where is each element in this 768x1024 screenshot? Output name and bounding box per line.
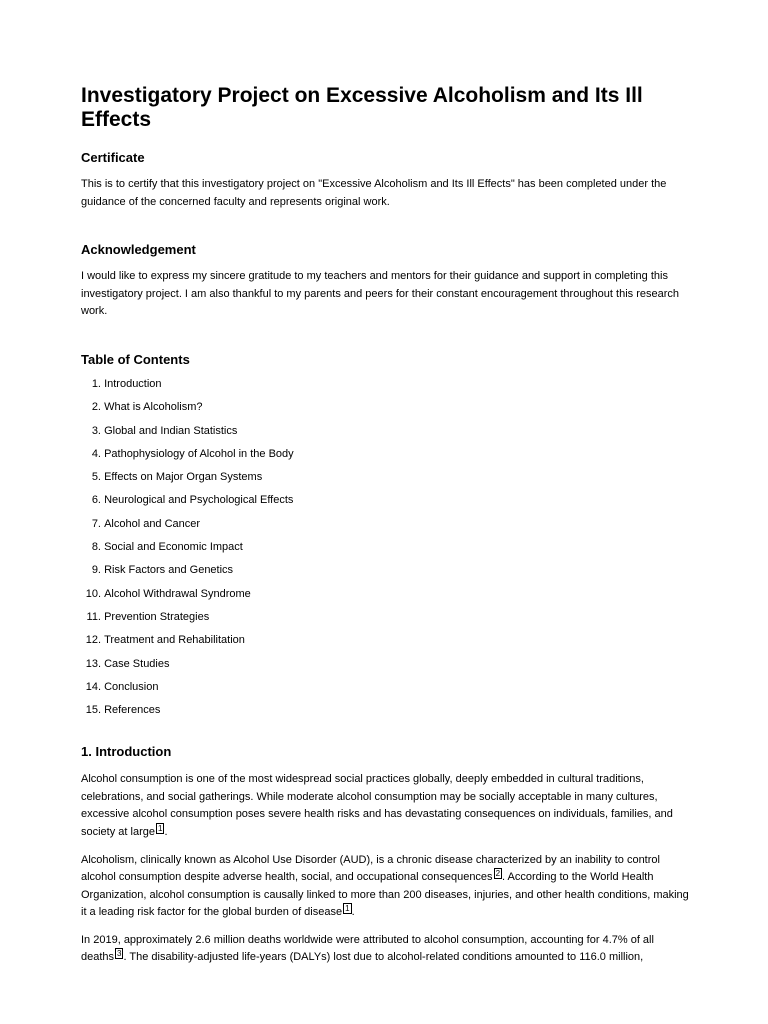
certificate-section bbox=[81, 150, 691, 211]
toc-item-number: 9. bbox=[91, 564, 101, 577]
introduction-heading: 1. Introduction bbox=[81, 744, 172, 760]
table-of-contents bbox=[81, 352, 691, 717]
toc-item[interactable] bbox=[81, 657, 691, 671]
toc-item[interactable] bbox=[81, 470, 691, 484]
introduction-paragraph bbox=[81, 932, 691, 967]
citation-link[interactable]: 3 bbox=[117, 949, 122, 959]
toc-item-label: Prevention Strategies bbox=[104, 610, 210, 623]
paragraph-text: Alcoholism, clinically known as Alcohol Use Disorder (AUD), is a chronic disease characterized by an inability to control alcohol consumption despite adverse health, social, and occupational consequences bbox=[81, 853, 660, 884]
toc-item-number: 4. bbox=[91, 447, 101, 460]
paragraph-text: Alcohol consumption is one of the most widespread social practices globally, deeply embedded in cultural traditions, celebrations, and social gatherings. While moderate alcohol consumption may be socially acceptable in many cultures, excessive alcohol consumption poses severe health risks and has devastating consequences on individuals, families, and society at large bbox=[81, 773, 673, 838]
toc-item-label: Pathophysiology of Alcohol in the Body bbox=[104, 447, 294, 460]
acknowledgement-text: I would like to express my sincere gratitude to my teachers and mentors for their guidance and support in completing this investigatory project. I am also thankful to my parents and peers for their constant encouragement throughout this research work. bbox=[81, 270, 679, 318]
certificate-text: This is to certify that this investigatory project on "Excessive Alcoholism and Its Ill Effects" has been completed under the guidance of the concerned faculty and represents original work. bbox=[81, 178, 667, 208]
toc-item-number: 10. bbox=[85, 587, 101, 600]
toc-item[interactable] bbox=[81, 424, 691, 438]
toc-item-label: Introduction bbox=[104, 377, 162, 390]
toc-item-number: 2. bbox=[91, 401, 101, 414]
citation-link[interactable]: 2 bbox=[495, 869, 501, 879]
toc-item-label: Alcohol and Cancer bbox=[104, 517, 201, 530]
citation-link[interactable]: 1 bbox=[345, 904, 350, 914]
acknowledgement-heading: Acknowledgement bbox=[81, 242, 196, 258]
toc-item[interactable] bbox=[81, 633, 691, 647]
toc-item-number: 3. bbox=[91, 424, 101, 437]
toc-item[interactable] bbox=[81, 587, 691, 601]
toc-item[interactable] bbox=[81, 493, 691, 507]
toc-item-number: 1. bbox=[91, 377, 101, 390]
toc-item[interactable] bbox=[81, 540, 691, 554]
toc-item-label: Conclusion bbox=[104, 680, 159, 693]
toc-item-number: 12. bbox=[85, 634, 101, 647]
document-page bbox=[81, 84, 691, 967]
toc-heading: Table of Contents bbox=[81, 351, 190, 367]
introduction-section bbox=[81, 744, 691, 967]
toc-list bbox=[81, 377, 691, 717]
toc-item-number: 8. bbox=[91, 541, 101, 554]
paragraph-text: In 2019, approximately 2.6 million deaths worldwide were attributed to alcohol consumption, accounting for 4.7% of all deaths bbox=[81, 933, 654, 964]
citation-link[interactable]: 1 bbox=[157, 823, 163, 833]
toc-item-label: Global and Indian Statistics bbox=[104, 424, 238, 437]
toc-item-number: 6. bbox=[91, 494, 101, 507]
toc-item-number: 7. bbox=[91, 517, 101, 530]
toc-item-label: Effects on Major Organ Systems bbox=[104, 471, 263, 484]
toc-item[interactable] bbox=[81, 703, 691, 717]
paragraph-text: . The disability-adjusted life-years (DALYs) lost due to alcohol-related conditions amounted to 116.0 million, bbox=[123, 951, 644, 964]
toc-item-number: 14. bbox=[85, 680, 101, 693]
toc-item-label: References bbox=[104, 704, 161, 717]
toc-item-number: 13. bbox=[85, 657, 101, 670]
toc-item-label: Treatment and Rehabilitation bbox=[104, 634, 245, 647]
toc-item-label: Social and Economic Impact bbox=[104, 541, 243, 554]
paragraph-text: . According to the World Health Organization, alcohol consumption is causally linked to more than 200 diseases, injuries, and other health conditions, making it a leading risk factor for the global burden of disease bbox=[81, 871, 689, 919]
document-title: Investigatory Project on Excessive Alcoholism and Its Ill Effects bbox=[81, 84, 643, 131]
toc-item[interactable] bbox=[81, 447, 691, 461]
toc-item[interactable] bbox=[81, 400, 691, 414]
introduction-paragraph bbox=[81, 852, 691, 922]
toc-item-label: Alcohol Withdrawal Syndrome bbox=[104, 587, 251, 600]
toc-item-number: 5. bbox=[91, 471, 101, 484]
toc-item-number: 11. bbox=[86, 610, 101, 623]
toc-item[interactable] bbox=[81, 377, 691, 391]
toc-item[interactable] bbox=[81, 517, 691, 531]
toc-item[interactable] bbox=[81, 563, 691, 577]
paragraph-text: . bbox=[351, 906, 355, 919]
paragraph-text: . bbox=[164, 825, 168, 838]
toc-item-label: Risk Factors and Genetics bbox=[104, 564, 234, 577]
acknowledgement-section bbox=[81, 242, 691, 321]
toc-item[interactable] bbox=[81, 610, 691, 624]
toc-item-label: Case Studies bbox=[104, 657, 170, 670]
toc-item-number: 15. bbox=[85, 704, 101, 717]
certificate-heading: Certificate bbox=[81, 150, 145, 165]
toc-item-label: Neurological and Psychological Effects bbox=[104, 494, 294, 507]
toc-item[interactable] bbox=[81, 680, 691, 694]
introduction-paragraph bbox=[81, 771, 691, 841]
toc-item-label: What is Alcoholism? bbox=[104, 401, 203, 414]
